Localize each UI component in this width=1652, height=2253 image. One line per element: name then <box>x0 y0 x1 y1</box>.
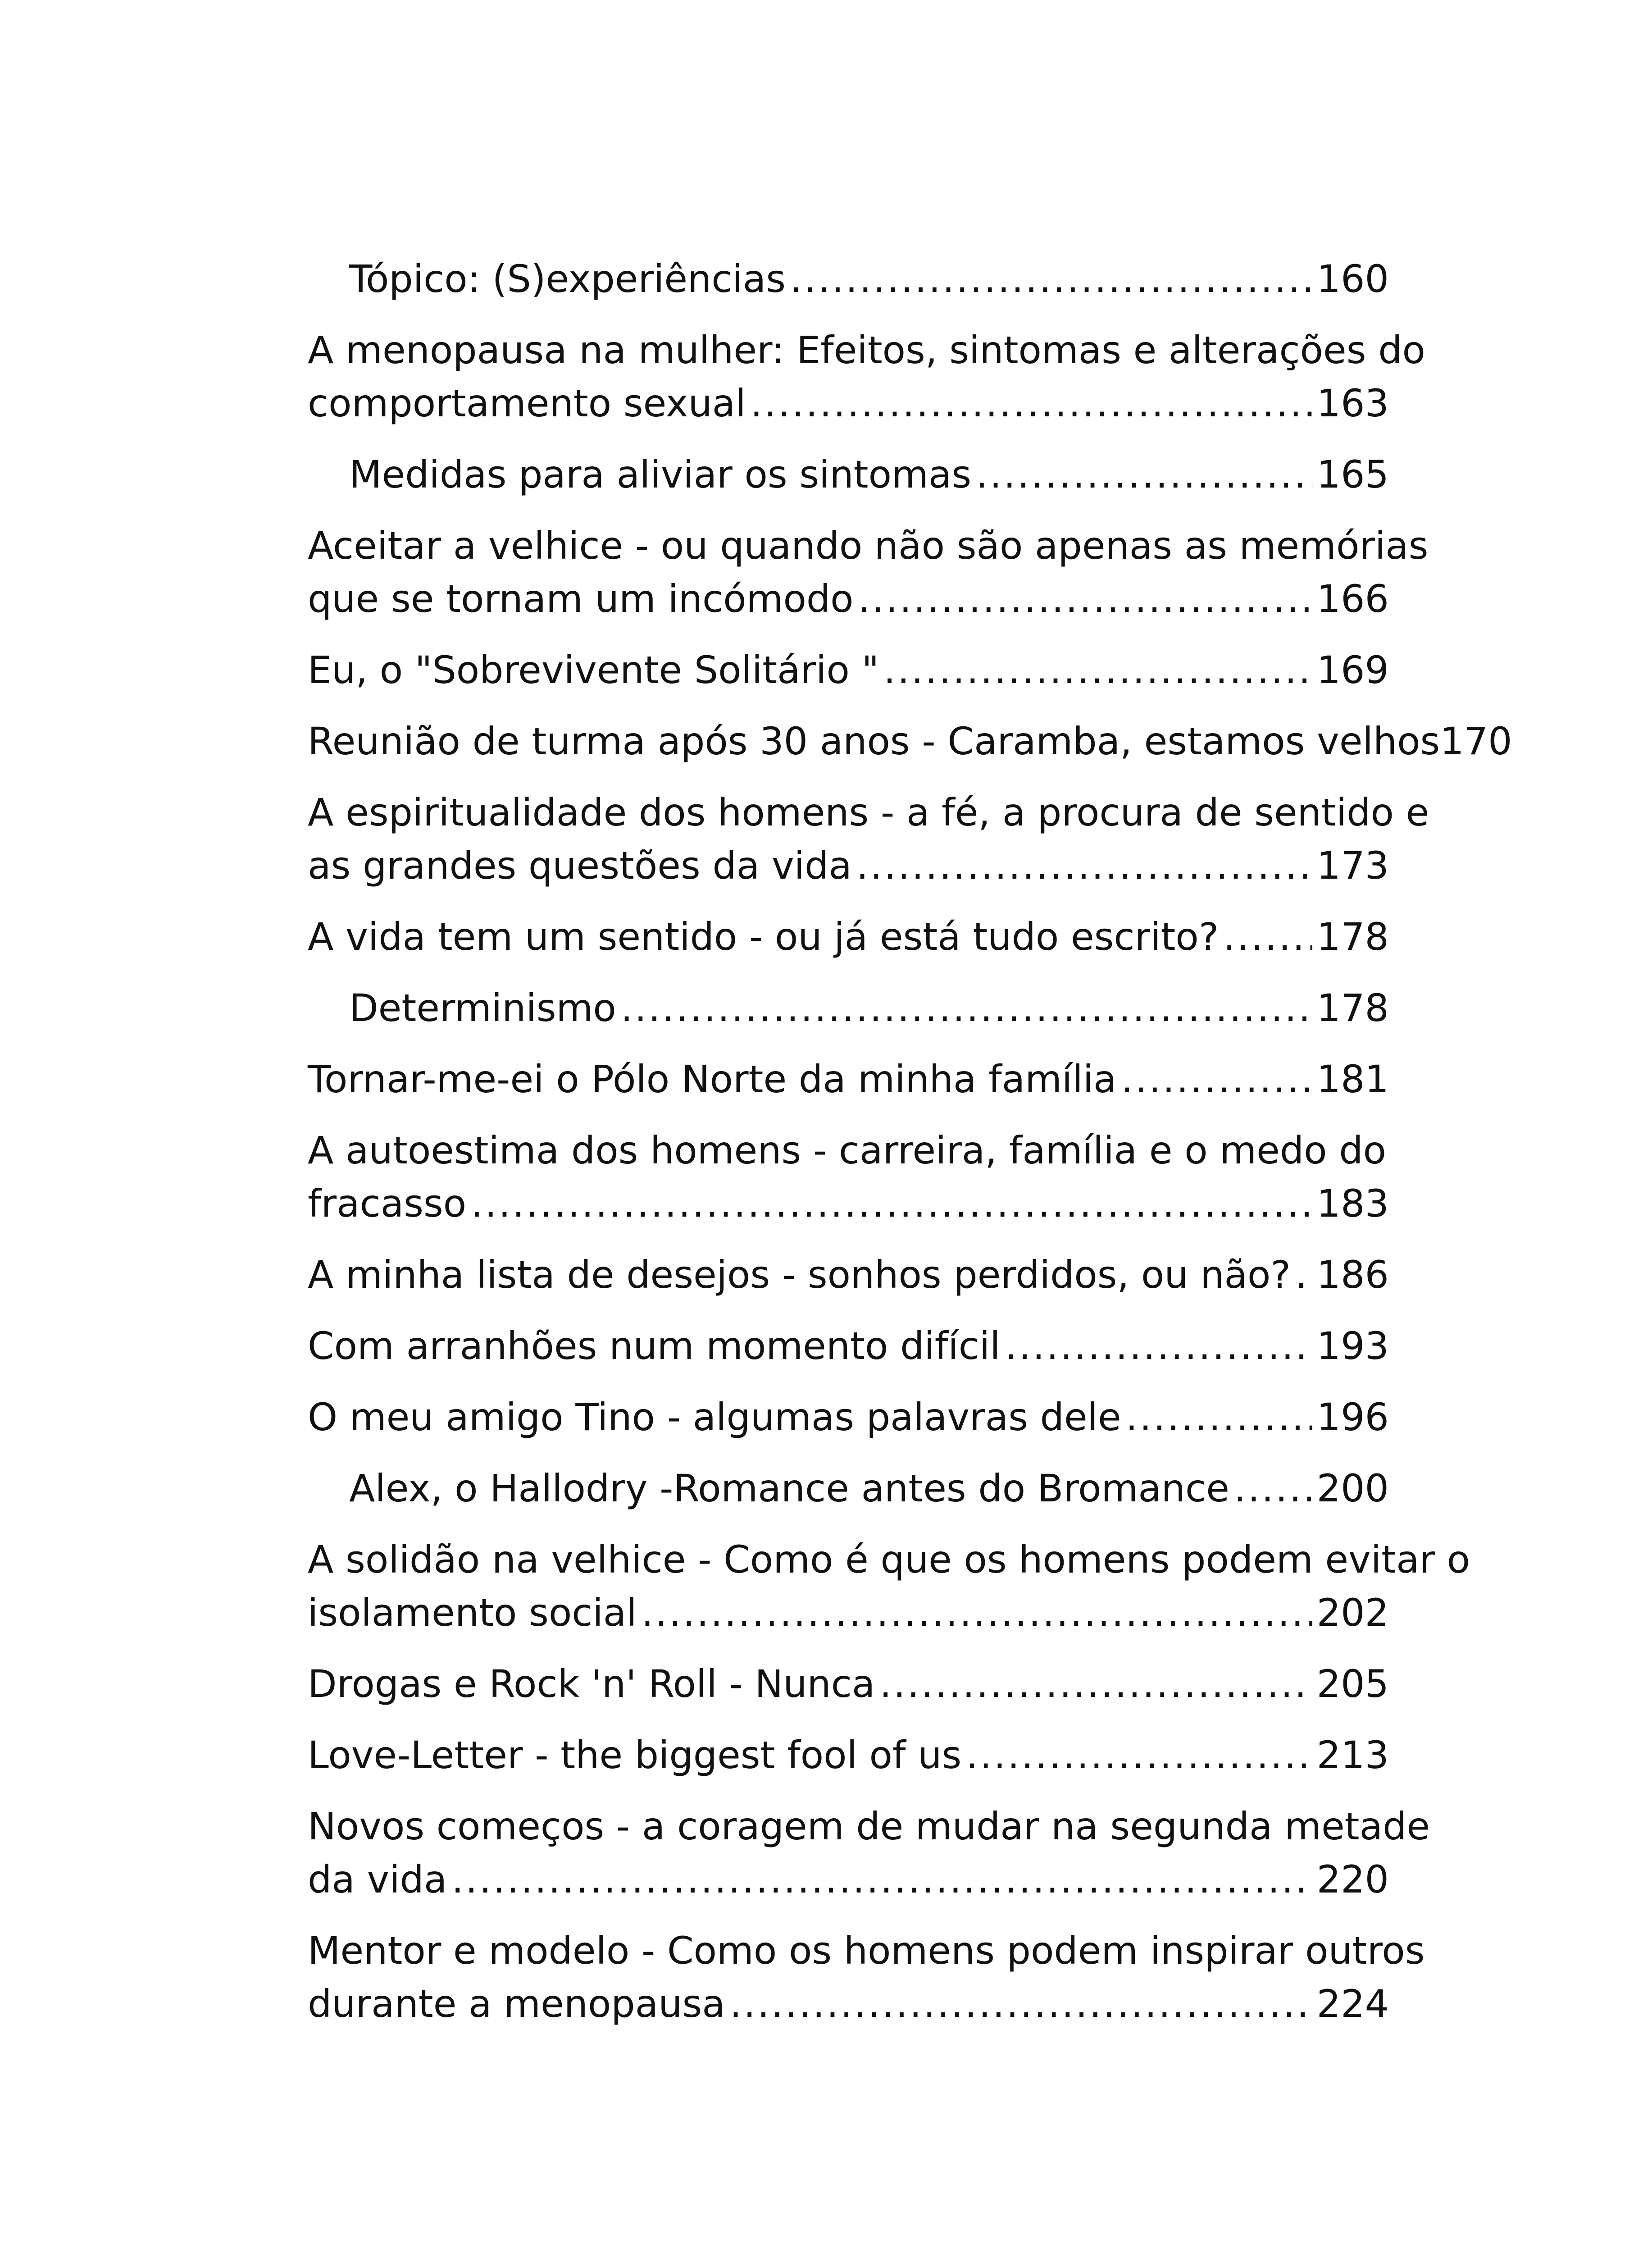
toc-entry[interactable] <box>308 448 1389 501</box>
toc-entry-title: Love-Letter - the biggest fool of us <box>308 1733 962 1777</box>
page-number: 170 <box>1440 719 1512 763</box>
toc-entry-last-line <box>308 643 1389 697</box>
toc-entry-last-line <box>349 1462 1389 1515</box>
toc-entry-last-line <box>308 1657 1389 1710</box>
page-number: 165 <box>1316 452 1389 497</box>
dot-leader <box>976 448 1312 501</box>
toc-entry-title: durante a menopausa <box>308 1982 725 2026</box>
toc-entry-last-line <box>308 377 1389 430</box>
dot-leader <box>966 1729 1312 1782</box>
page-number: 169 <box>1316 648 1389 692</box>
dot-leader <box>879 1657 1312 1710</box>
dot-leader <box>1121 1053 1312 1106</box>
toc-entry[interactable] <box>308 252 1389 306</box>
toc-entry[interactable] <box>308 1124 1389 1230</box>
page-number: 178 <box>1316 915 1389 959</box>
toc-entry-title-line: Aceitar a velhice - ou quando não são apenas as memórias <box>308 524 1429 568</box>
dot-leader <box>858 572 1312 625</box>
toc-entry-last-line <box>349 981 1389 1035</box>
toc-entry[interactable] <box>308 1729 1389 1782</box>
toc-entry[interactable] <box>308 786 1429 892</box>
dot-leader <box>730 1977 1312 2030</box>
page-number: 173 <box>1316 844 1389 888</box>
page-number: 183 <box>1316 1181 1389 1226</box>
toc-entry[interactable] <box>308 1657 1389 1710</box>
toc-entry[interactable] <box>308 1462 1389 1515</box>
toc-entry[interactable] <box>308 519 1429 625</box>
toc-entry[interactable] <box>308 910 1389 963</box>
dot-leader <box>751 377 1312 430</box>
toc-entry-last-line <box>308 1053 1389 1106</box>
toc-entry-last-line <box>308 910 1389 963</box>
toc-entry-title: A vida tem um sentido - ou já está tudo escrito? <box>308 915 1219 959</box>
page-number: 213 <box>1316 1733 1389 1777</box>
page-number: 186 <box>1316 1253 1389 1297</box>
toc-entry-title: O meu amigo Tino - algumas palavras dele <box>308 1395 1121 1439</box>
page-number: 196 <box>1316 1395 1389 1439</box>
dot-leader <box>1295 1248 1312 1301</box>
toc-entry-last-line <box>308 1319 1389 1373</box>
page-number: 193 <box>1316 1324 1389 1368</box>
toc-entry-last-line <box>308 1853 1389 1906</box>
toc-entry-title: Tópico: (S)experiências <box>349 257 786 301</box>
toc-entry-last-line <box>308 572 1389 625</box>
dot-leader <box>471 1177 1312 1230</box>
toc-entry-title: Determinismo <box>349 986 616 1030</box>
toc-entry[interactable] <box>308 1800 1430 1906</box>
toc-entry-title: que se tornam um incómodo <box>308 577 854 621</box>
page-number: 163 <box>1316 381 1389 425</box>
toc-entry-title: comportamento sexual <box>308 381 746 425</box>
page-number: 220 <box>1316 1857 1389 1902</box>
toc-entry-title-line: A solidão na velhice - Como é que os homens podem evitar o <box>308 1537 1470 1582</box>
toc-entry-last-line <box>308 1977 1389 2030</box>
page-number: 200 <box>1316 1466 1389 1510</box>
toc-entry-title-line: Mentor e modelo - Como os homens podem inspirar outros <box>308 1929 1425 1973</box>
toc-entry[interactable] <box>308 1053 1389 1106</box>
page-number: 205 <box>1316 1662 1389 1706</box>
toc-entry-title: da vida <box>308 1857 447 1902</box>
toc-entry-title: Tornar-me-ei o Pólo Norte da minha família <box>308 1057 1117 1101</box>
toc-entry-title: Medidas para aliviar os sintomas <box>349 452 972 497</box>
toc-entry-title-line: Novos começos - a coragem de mudar na segunda metade <box>308 1804 1430 1848</box>
toc-entry-last-line <box>308 839 1389 892</box>
toc-entry-last-line <box>349 448 1389 501</box>
toc-entry-last-line <box>308 1177 1389 1230</box>
toc-entry-last-line <box>308 1586 1389 1639</box>
toc-entry-last-line <box>308 1729 1389 1782</box>
dot-leader <box>856 839 1312 892</box>
toc-entry-last-line <box>349 252 1389 306</box>
toc-entry-title: Alex, o Hallodry -Romance antes do Bromance <box>349 1466 1229 1510</box>
dot-leader <box>1223 910 1312 963</box>
toc-entry[interactable] <box>308 1391 1389 1444</box>
toc-entry-last-line <box>308 1391 1389 1444</box>
toc-entry-title: Reunião de turma após 30 anos - Caramba, estamos velhos <box>308 719 1440 763</box>
toc-entry[interactable] <box>308 1533 1470 1639</box>
page-number: 202 <box>1316 1591 1389 1635</box>
toc-entry[interactable] <box>308 1319 1389 1373</box>
dot-leader <box>621 981 1312 1035</box>
page-number: 178 <box>1316 986 1389 1030</box>
dot-leader <box>451 1853 1312 1906</box>
page-number: 181 <box>1316 1057 1389 1101</box>
toc-entry-title: Drogas e Rock 'n' Roll - Nunca <box>308 1662 875 1706</box>
page-number: 166 <box>1316 577 1389 621</box>
toc-entry[interactable] <box>308 324 1425 430</box>
toc-entry-title: as grandes questões da vida <box>308 844 852 888</box>
toc-entry-title: fracasso <box>308 1181 467 1226</box>
dot-leader <box>1234 1462 1312 1515</box>
toc-entry[interactable] <box>308 1924 1425 2030</box>
toc-entry[interactable] <box>308 643 1389 697</box>
toc-entry-title-line: A autoestima dos homens - carreira, família e o medo do <box>308 1128 1386 1172</box>
dot-leader <box>642 1586 1312 1639</box>
toc-entry[interactable] <box>308 715 1512 768</box>
toc-entry-title: Com arranhões num momento difícil <box>308 1324 1001 1368</box>
toc-entry-last-line <box>308 1248 1389 1301</box>
dot-leader <box>1005 1319 1312 1373</box>
page-number: 224 <box>1316 1982 1389 2026</box>
toc-entry-title: isolamento social <box>308 1591 637 1635</box>
table-of-contents <box>308 252 1512 2048</box>
dot-leader <box>1126 1391 1312 1444</box>
toc-entry-title: A minha lista de desejos - sonhos perdidos, ou não? <box>308 1253 1291 1297</box>
toc-entry-title: Eu, o "Sobrevivente Solitário " <box>308 648 879 692</box>
toc-entry[interactable] <box>308 981 1389 1035</box>
page-number: 160 <box>1316 257 1389 301</box>
toc-entry-title-line: A menopausa na mulher: Efeitos, sintomas e alterações do <box>308 328 1425 372</box>
toc-entry-title-line: A espiritualidade dos homens - a fé, a procura de sentido e <box>308 790 1429 835</box>
dot-leader <box>790 252 1312 306</box>
toc-entry[interactable] <box>308 1248 1389 1301</box>
toc-entry-last-line <box>308 715 1512 768</box>
dot-leader <box>883 643 1312 697</box>
